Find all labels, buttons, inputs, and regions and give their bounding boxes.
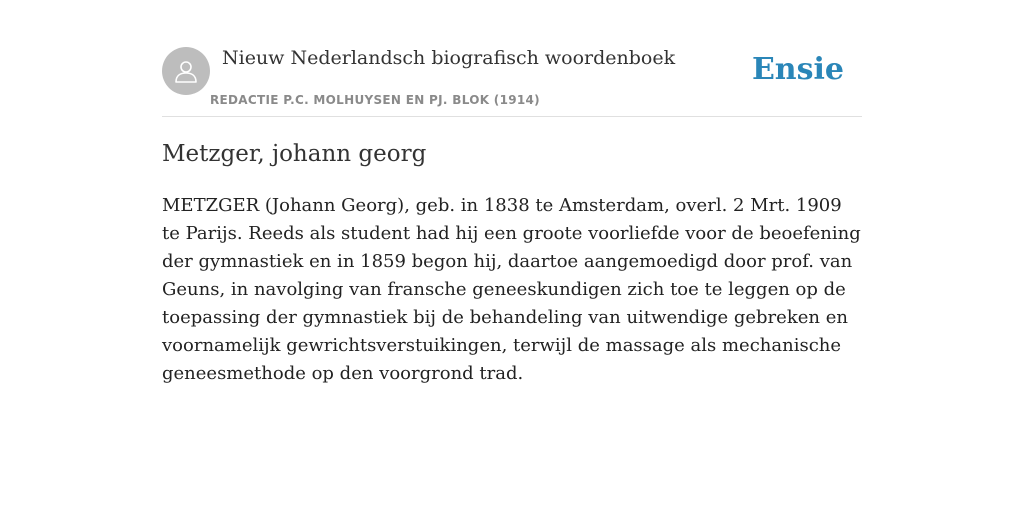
entry-title: Metzger, johann georg	[162, 141, 427, 167]
entry-body: METZGER (Johann Georg), geb. in 1838 te Amsterdam, overl. 2 Mrt. 1909 te Parijs. Reeds als student had hij een groote voorliefde voor de beoefening der gymnastiek en in 1859 begon hij, daartoe aangemoedigd door prof. van Geuns, in navolging van fransche geneeskundigen zich toe te leggen op de toepassing der gymnastiek bij de behandeling van uitwendige gebreken en voornamelijk gewrichtsverstuikingen, terwijl de massage als mechanische geneesmethode op den voorgrond trad.	[162, 195, 861, 384]
source-header	[162, 46, 862, 117]
avatar[interactable]	[162, 47, 210, 95]
ensie-logo[interactable]: Ensie	[751, 52, 844, 87]
source-title[interactable]: Nieuw Nederlandsch biografisch woordenboek	[222, 47, 676, 69]
user-icon	[172, 57, 200, 85]
source-subtitle: REDACTIE P.C. MOLHUYSEN EN PJ. BLOK (1914)	[210, 93, 540, 107]
